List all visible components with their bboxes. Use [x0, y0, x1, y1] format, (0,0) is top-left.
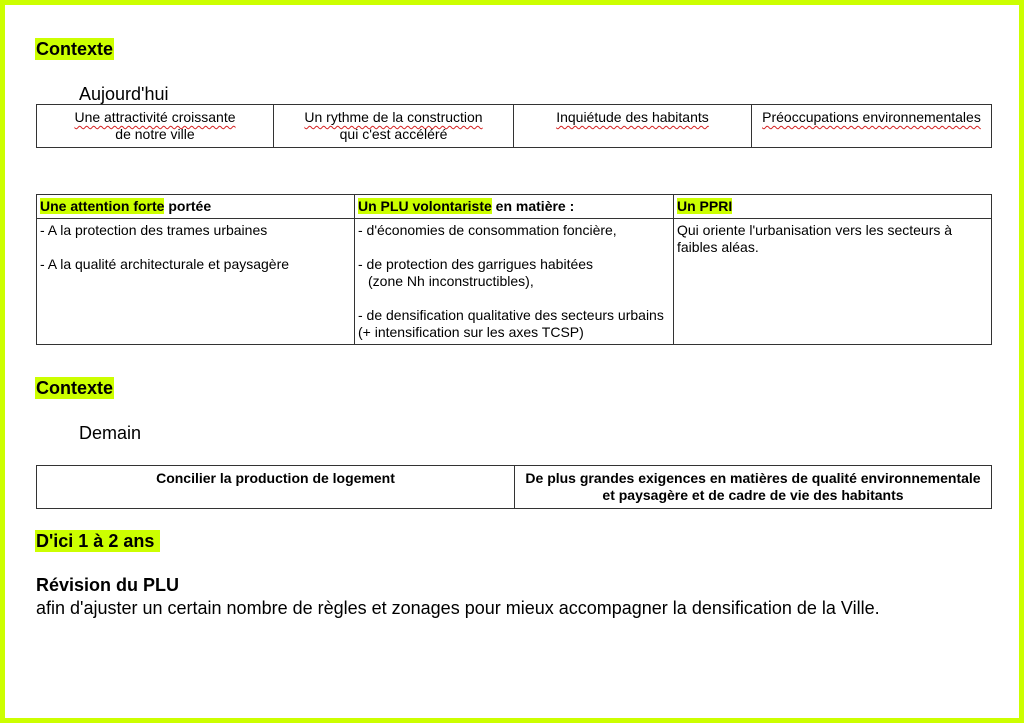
cell-ppri-text: [674, 219, 992, 345]
header-highlight: Un PLU volontariste: [358, 198, 492, 214]
cell-line: Préoccupations environnementales: [762, 109, 981, 125]
list-item: - A la protection des trames urbaines: [40, 222, 268, 238]
cell-attractivite: [37, 105, 274, 148]
table-demain: [36, 465, 992, 509]
header-highlight: Un PPRI: [677, 198, 733, 214]
subheading-demain: Demain: [79, 423, 142, 443]
table-attention: [36, 194, 992, 345]
cell-preoccupations: [752, 105, 992, 148]
cell-inquietude: [514, 105, 752, 148]
cell-line: Inquiétude des habitants: [556, 109, 709, 125]
cell-rythme: [274, 105, 514, 148]
cell-line: de notre ville: [115, 126, 195, 142]
list-item: - A la qualité architecturale et paysagère: [40, 256, 290, 272]
revision-text: afin d'ajuster un certain nombre de règles et zonages pour mieux accompagner la densification de la Ville.: [36, 598, 880, 618]
ppri-text: Qui oriente l'urbanisation vers les secteurs à faibles aléas.: [677, 222, 953, 255]
cell-line: qui c'est accéléré: [339, 126, 448, 142]
list-item: (zone Nh inconstructibles),: [368, 273, 534, 289]
revision-title: Révision du PLU: [36, 575, 180, 595]
section-heading-contexte: Contexte: [36, 39, 114, 59]
subheading-aujourdhui: Aujourd'hui: [79, 84, 169, 104]
section-heading-dici: D'ici 1 à 2 ans: [35, 530, 160, 552]
cell-line: Un rythme de la construction: [304, 109, 483, 125]
list-item: - de protection des garrigues habitées: [358, 256, 594, 272]
cell-exigences: De plus grandes exigences en matières de qualité environnementale et paysagère et de cadre de vie des habitants: [515, 466, 992, 509]
list-item: - de densification qualitative des secteurs urbains (+ intensification sur les axes TCSP): [358, 307, 664, 340]
header-rest: portée: [164, 198, 212, 214]
header-plu: [355, 195, 674, 219]
cell-line: Une attractivité croissante: [74, 109, 236, 125]
header-rest: en matière :: [491, 198, 575, 214]
cell-attention-list: [37, 219, 355, 345]
header-highlight: Une attention forte: [40, 198, 165, 214]
list-item: - d'économies de consommation foncière,: [358, 222, 617, 238]
header-ppri: [674, 195, 992, 219]
table-aujourdhui: [36, 104, 992, 148]
cell-plu-list: [355, 219, 674, 345]
section-heading-contexte-2: Contexte: [36, 378, 114, 398]
header-attention: [37, 195, 355, 219]
cell-concilier: Concilier la production de logement: [37, 466, 515, 509]
